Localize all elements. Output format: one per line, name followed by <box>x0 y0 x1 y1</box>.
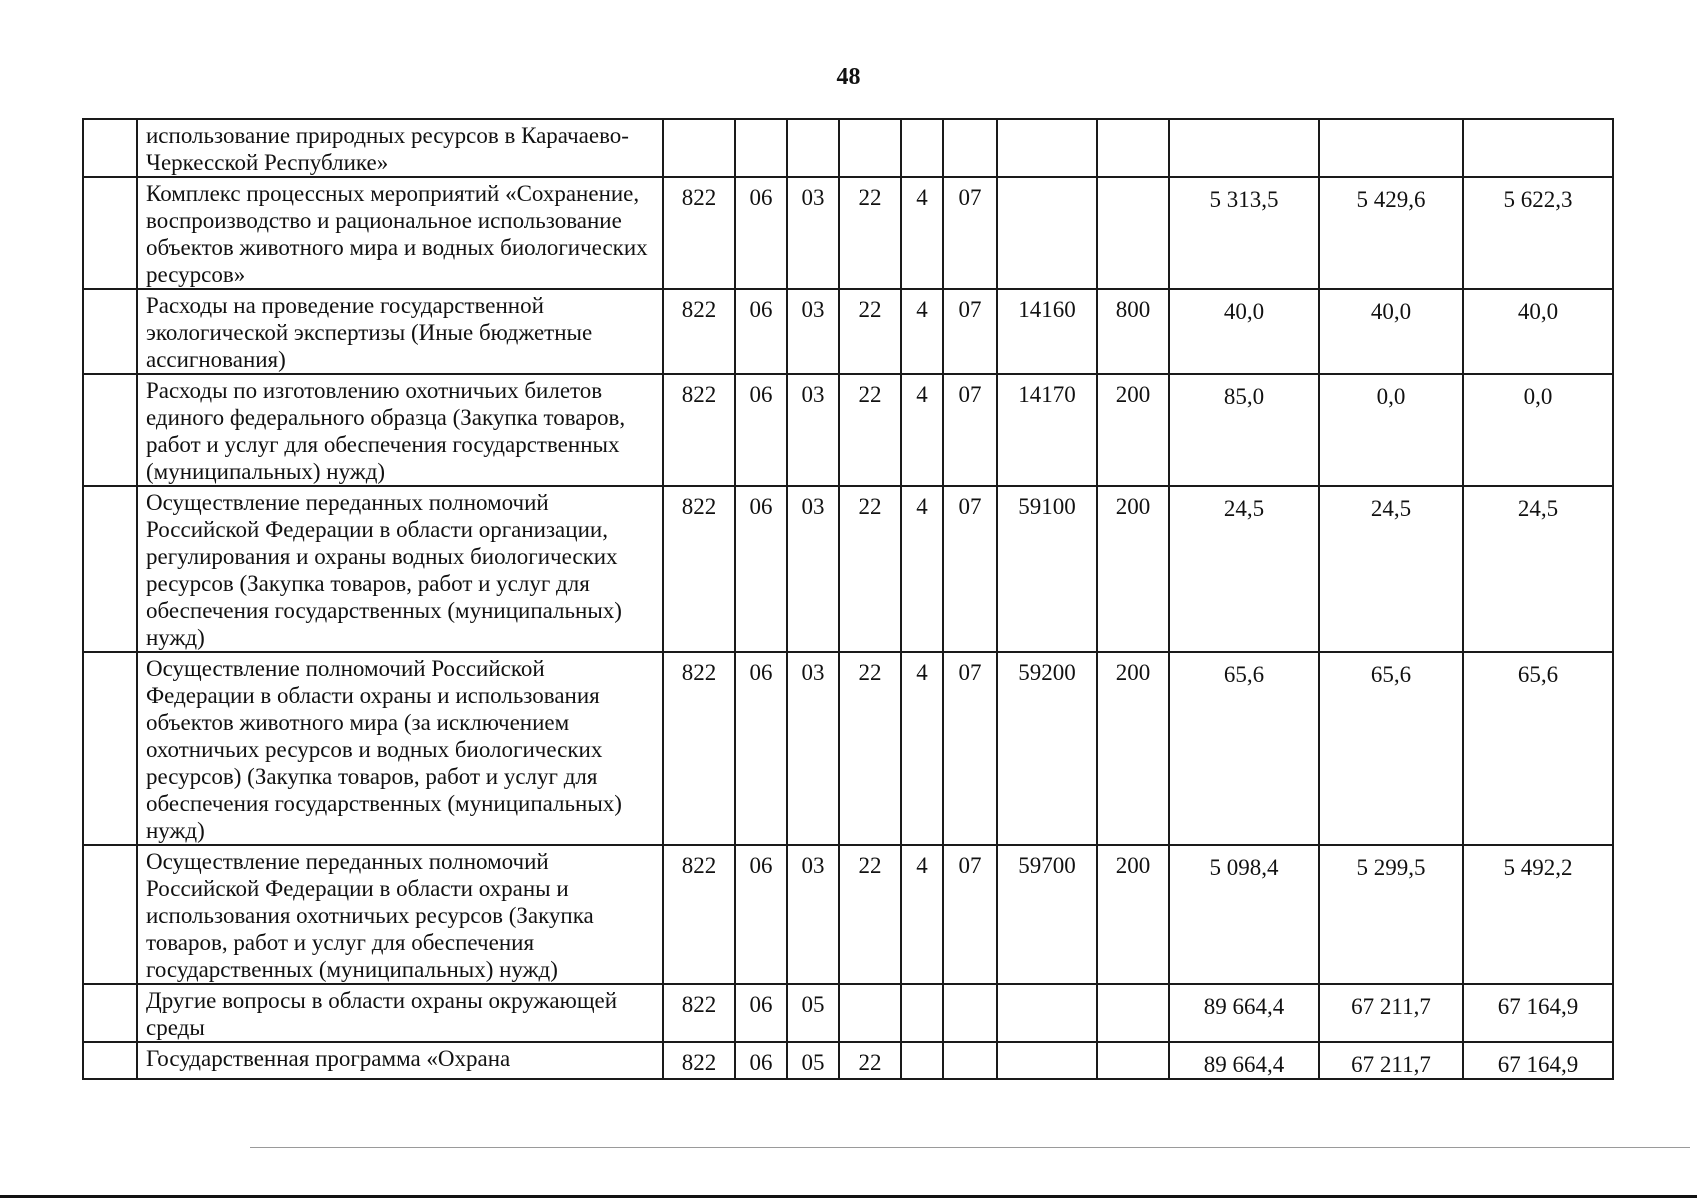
subsection-code-cell: 03 <box>787 845 839 984</box>
amount-year-3-cell: 40,0 <box>1463 289 1613 374</box>
table-row <box>83 374 1613 486</box>
complex-code-cell <box>943 984 997 1042</box>
direction-code-cell <box>997 119 1097 177</box>
section-code-cell: 06 <box>735 1042 787 1079</box>
subsection-code-cell <box>787 119 839 177</box>
table-row <box>83 1042 1613 1079</box>
row-number-cell <box>83 177 137 289</box>
table-row <box>83 486 1613 652</box>
direction-code-cell <box>997 177 1097 289</box>
section-code-cell <box>735 119 787 177</box>
amount-year-3-cell: 65,6 <box>1463 652 1613 845</box>
expense-type-cell <box>1097 1042 1169 1079</box>
scan-line <box>250 1147 1690 1148</box>
amount-year-1-cell: 40,0 <box>1169 289 1319 374</box>
subprogram-code-cell: 4 <box>901 845 943 984</box>
program-code-cell: 22 <box>839 1042 901 1079</box>
ministry-code-cell: 822 <box>663 486 735 652</box>
subsection-code-cell: 03 <box>787 177 839 289</box>
subprogram-code-cell: 4 <box>901 374 943 486</box>
amount-year-2-cell: 67 211,7 <box>1319 984 1463 1042</box>
ministry-code-cell: 822 <box>663 652 735 845</box>
row-number-cell <box>83 486 137 652</box>
expense-name-cell: использование природных ресурсов в Карачаево-Черкесской Республике» <box>137 119 663 177</box>
row-number-cell <box>83 652 137 845</box>
complex-code-cell: 07 <box>943 845 997 984</box>
amount-year-1-cell: 5 313,5 <box>1169 177 1319 289</box>
subprogram-code-cell <box>901 1042 943 1079</box>
section-code-cell: 06 <box>735 177 787 289</box>
amount-year-3-cell: 67 164,9 <box>1463 1042 1613 1079</box>
section-code-cell: 06 <box>735 845 787 984</box>
row-number-cell <box>83 289 137 374</box>
amount-year-2-cell <box>1319 119 1463 177</box>
amount-year-1-cell: 5 098,4 <box>1169 845 1319 984</box>
section-code-cell: 06 <box>735 984 787 1042</box>
section-code-cell: 06 <box>735 652 787 845</box>
amount-year-1-cell <box>1169 119 1319 177</box>
amount-year-1-cell: 85,0 <box>1169 374 1319 486</box>
subprogram-code-cell <box>901 984 943 1042</box>
expense-type-cell <box>1097 177 1169 289</box>
row-number-cell <box>83 845 137 984</box>
table-row <box>83 289 1613 374</box>
subprogram-code-cell: 4 <box>901 652 943 845</box>
complex-code-cell: 07 <box>943 652 997 845</box>
expense-name-cell: Осуществление полномочий Российской Федерации в области охраны и использования объектов животного мира (за исключением охотничьих ресурсов и водных биологических ресурсов) (Закупка товаров, работ и услуг для обеспечения государственных (муниципальных) нужд) <box>137 652 663 845</box>
table-body <box>83 119 1613 1079</box>
table-row <box>83 652 1613 845</box>
subprogram-code-cell: 4 <box>901 289 943 374</box>
program-code-cell: 22 <box>839 374 901 486</box>
amount-year-3-cell: 5 492,2 <box>1463 845 1613 984</box>
expense-type-cell <box>1097 984 1169 1042</box>
complex-code-cell: 07 <box>943 486 997 652</box>
amount-year-2-cell: 65,6 <box>1319 652 1463 845</box>
program-code-cell <box>839 984 901 1042</box>
expense-name-cell: Расходы по изготовлению охотничьих билетов единого федерального образца (Закупка товаров, работ и услуг для обеспечения государственных (муниципальных) нужд) <box>137 374 663 486</box>
amount-year-3-cell <box>1463 119 1613 177</box>
expense-type-cell: 200 <box>1097 652 1169 845</box>
subsection-code-cell: 03 <box>787 652 839 845</box>
expense-name-cell: Государственная программа «Охрана <box>137 1042 663 1079</box>
subprogram-code-cell: 4 <box>901 177 943 289</box>
program-code-cell: 22 <box>839 486 901 652</box>
section-code-cell: 06 <box>735 289 787 374</box>
program-code-cell: 22 <box>839 845 901 984</box>
row-number-cell <box>83 374 137 486</box>
amount-year-3-cell: 0,0 <box>1463 374 1613 486</box>
amount-year-2-cell: 24,5 <box>1319 486 1463 652</box>
subsection-code-cell: 03 <box>787 289 839 374</box>
ministry-code-cell: 822 <box>663 845 735 984</box>
amount-year-3-cell: 67 164,9 <box>1463 984 1613 1042</box>
expense-name-cell: Осуществление переданных полномочий Российской Федерации в области организации, регулирования и охраны водных биологических ресурсов (Закупка товаров, работ и услуг для обеспечения государственных (муниципальных) нужд) <box>137 486 663 652</box>
subprogram-code-cell <box>901 119 943 177</box>
subprogram-code-cell: 4 <box>901 486 943 652</box>
complex-code-cell <box>943 119 997 177</box>
ministry-code-cell: 822 <box>663 374 735 486</box>
subsection-code-cell: 03 <box>787 486 839 652</box>
table-row <box>83 177 1613 289</box>
amount-year-1-cell: 24,5 <box>1169 486 1319 652</box>
subsection-code-cell: 05 <box>787 1042 839 1079</box>
complex-code-cell: 07 <box>943 289 997 374</box>
budget-table <box>82 118 1614 1080</box>
subsection-code-cell: 03 <box>787 374 839 486</box>
ministry-code-cell: 822 <box>663 177 735 289</box>
section-code-cell: 06 <box>735 374 787 486</box>
ministry-code-cell: 822 <box>663 984 735 1042</box>
amount-year-3-cell: 5 622,3 <box>1463 177 1613 289</box>
expense-name-cell: Осуществление переданных полномочий Российской Федерации в области охраны и использования охотничьих ресурсов (Закупка товаров, работ и услуг для обеспечения государственных (муниципальных) нужд) <box>137 845 663 984</box>
amount-year-2-cell: 40,0 <box>1319 289 1463 374</box>
direction-code-cell: 14160 <box>997 289 1097 374</box>
subsection-code-cell: 05 <box>787 984 839 1042</box>
amount-year-1-cell: 89 664,4 <box>1169 984 1319 1042</box>
direction-code-cell: 14170 <box>997 374 1097 486</box>
expense-type-cell: 200 <box>1097 486 1169 652</box>
page-number: 48 <box>836 64 861 90</box>
program-code-cell: 22 <box>839 177 901 289</box>
complex-code-cell <box>943 1042 997 1079</box>
section-code-cell: 06 <box>735 486 787 652</box>
amount-year-2-cell: 0,0 <box>1319 374 1463 486</box>
expense-type-cell <box>1097 119 1169 177</box>
amount-year-3-cell: 24,5 <box>1463 486 1613 652</box>
amount-year-1-cell: 65,6 <box>1169 652 1319 845</box>
expense-name-cell: Расходы на проведение государственной экологической экспертизы (Иные бюджетные ассигнования) <box>137 289 663 374</box>
program-code-cell: 22 <box>839 289 901 374</box>
table-row <box>83 845 1613 984</box>
amount-year-2-cell: 67 211,7 <box>1319 1042 1463 1079</box>
row-number-cell <box>83 984 137 1042</box>
amount-year-1-cell: 89 664,4 <box>1169 1042 1319 1079</box>
expense-type-cell: 200 <box>1097 374 1169 486</box>
program-code-cell <box>839 119 901 177</box>
ministry-code-cell: 822 <box>663 1042 735 1079</box>
page-bottom-border <box>0 1195 1697 1198</box>
direction-code-cell: 59100 <box>997 486 1097 652</box>
direction-code-cell <box>997 1042 1097 1079</box>
direction-code-cell: 59700 <box>997 845 1097 984</box>
expense-name-cell: Комплекс процессных мероприятий «Сохранение, воспроизводство и рациональное использование объектов животного мира и водных биологических ресурсов» <box>137 177 663 289</box>
expense-type-cell: 800 <box>1097 289 1169 374</box>
complex-code-cell: 07 <box>943 177 997 289</box>
direction-code-cell <box>997 984 1097 1042</box>
row-number-cell <box>83 1042 137 1079</box>
ministry-code-cell: 822 <box>663 289 735 374</box>
ministry-code-cell <box>663 119 735 177</box>
amount-year-2-cell: 5 299,5 <box>1319 845 1463 984</box>
table-row <box>83 984 1613 1042</box>
program-code-cell: 22 <box>839 652 901 845</box>
row-number-cell <box>83 119 137 177</box>
complex-code-cell: 07 <box>943 374 997 486</box>
amount-year-2-cell: 5 429,6 <box>1319 177 1463 289</box>
direction-code-cell: 59200 <box>997 652 1097 845</box>
expense-type-cell: 200 <box>1097 845 1169 984</box>
expense-name-cell: Другие вопросы в области охраны окружающей среды <box>137 984 663 1042</box>
table-row <box>83 119 1613 177</box>
